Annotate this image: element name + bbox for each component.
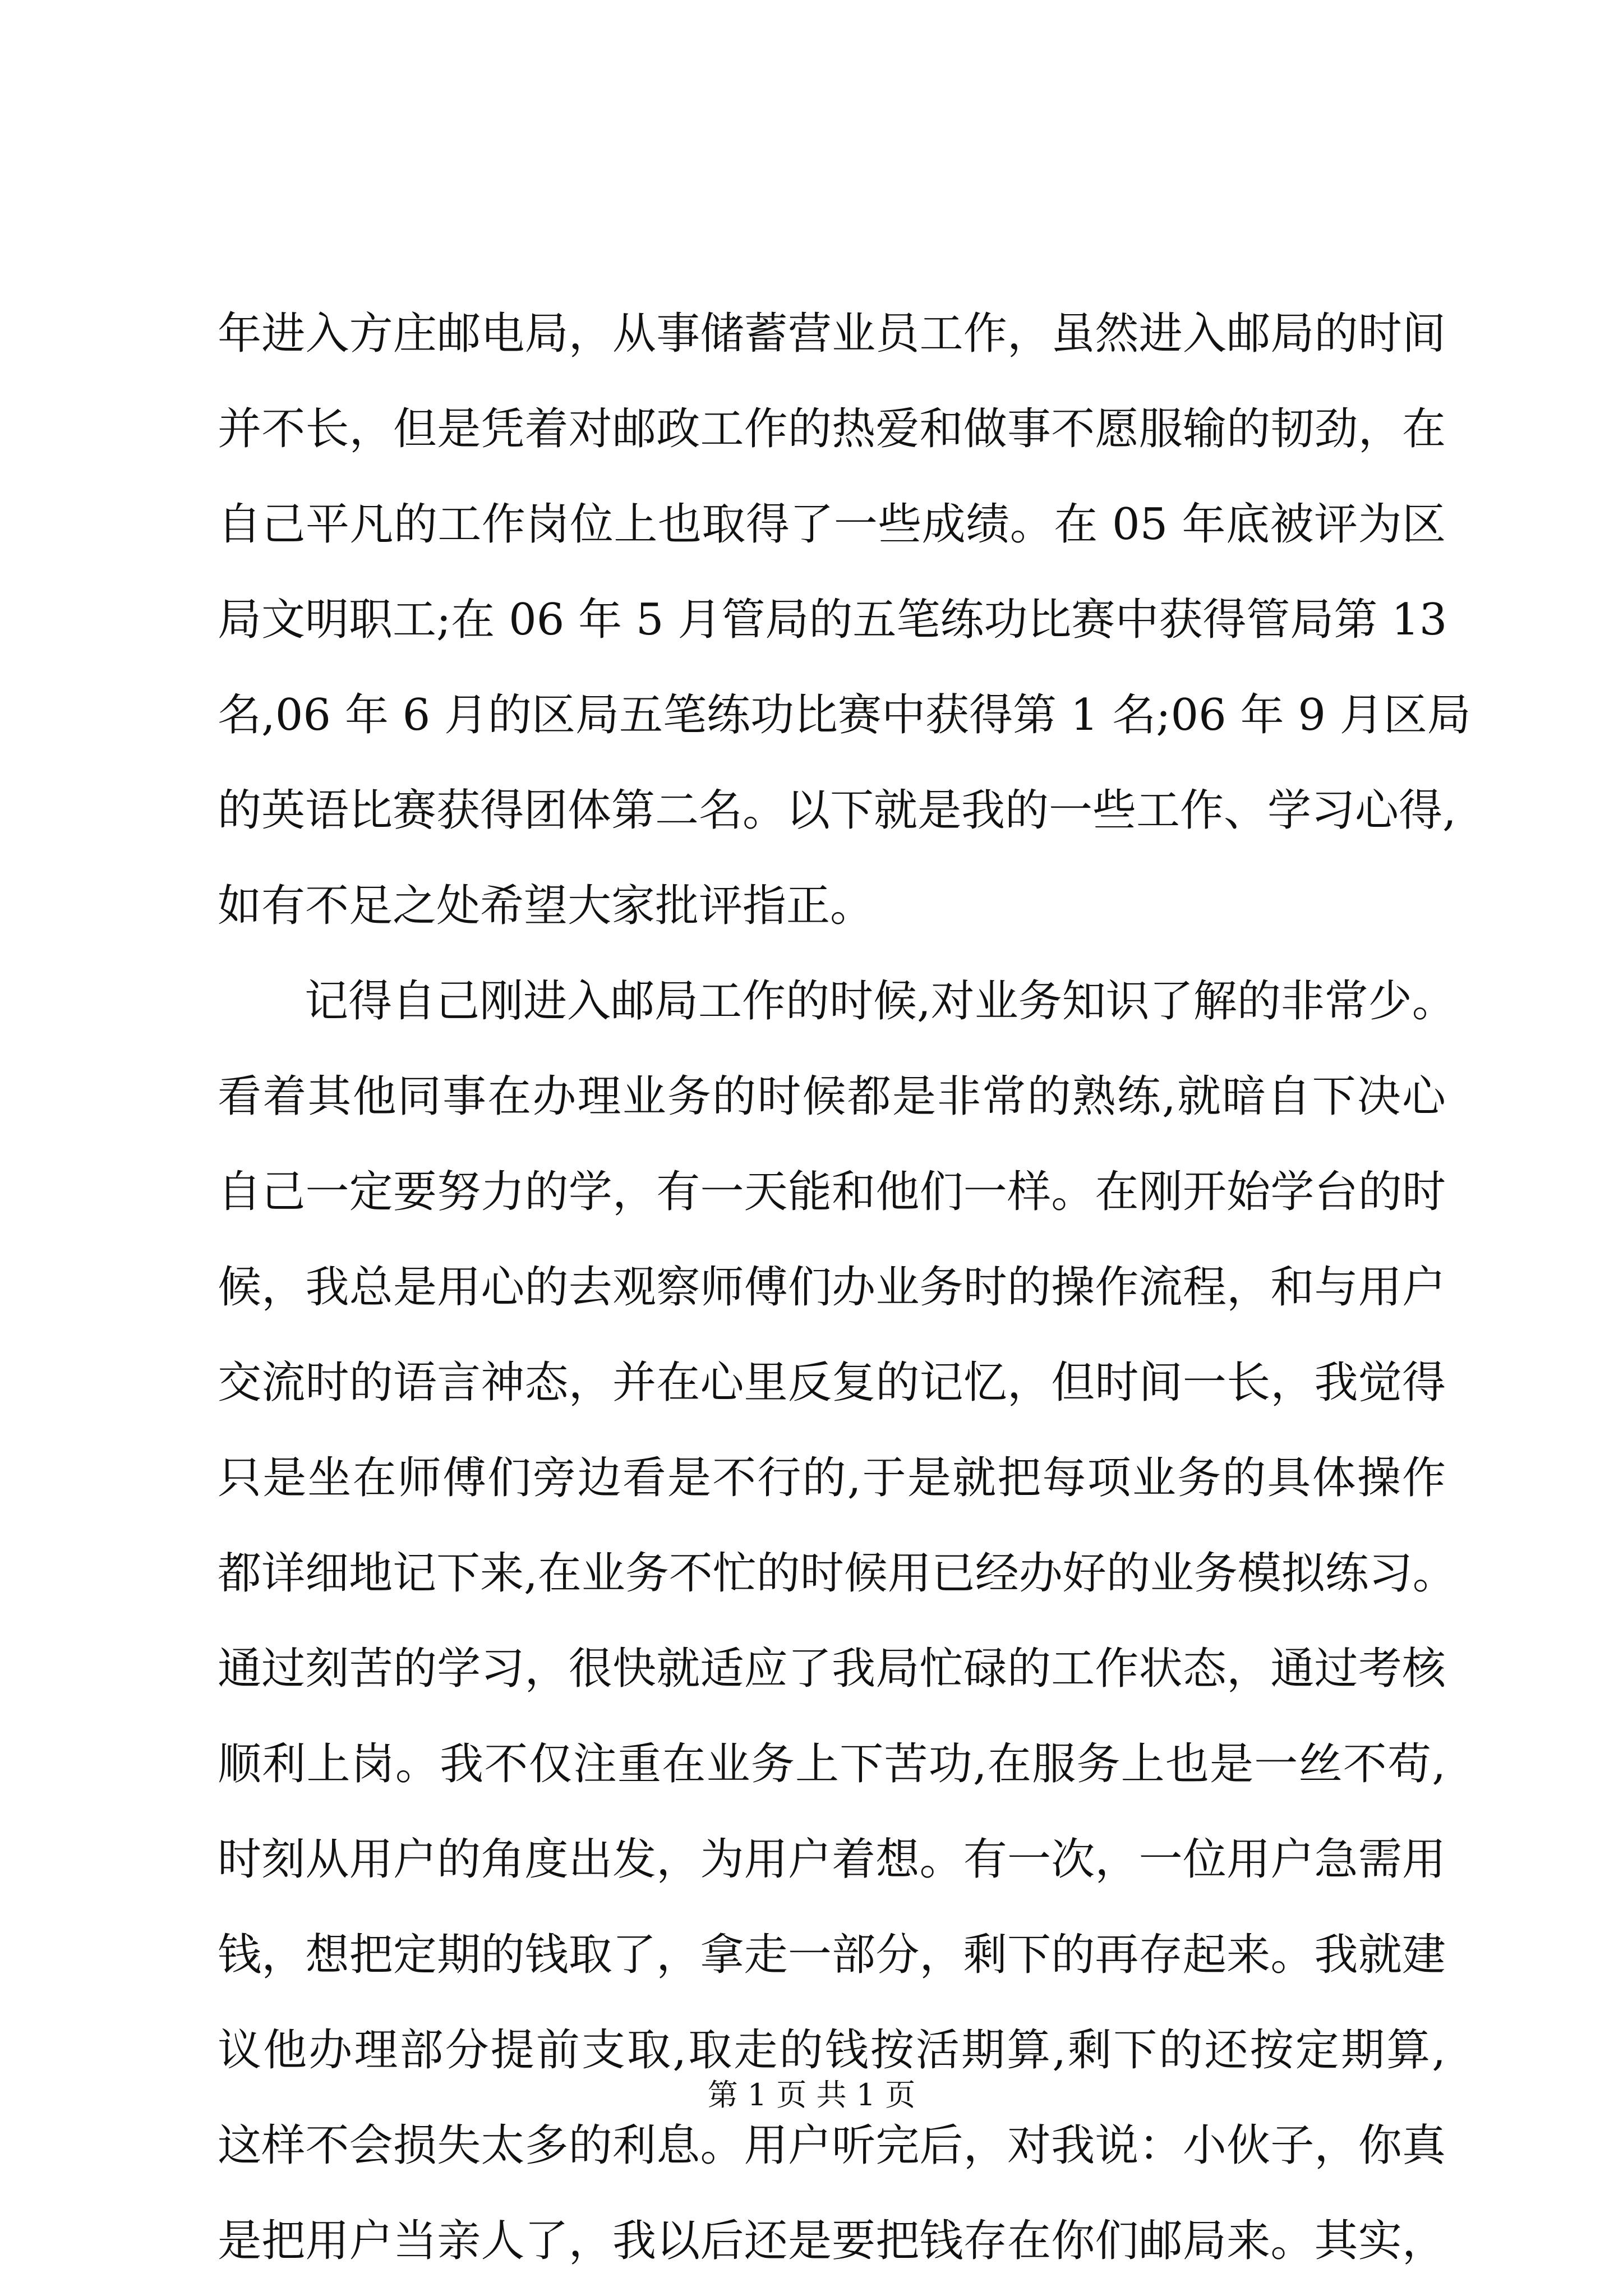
text-line: 只是坐在师傅们旁边看是不行的,于是就把每项业务的具体操作 <box>218 1453 1446 1503</box>
text-line: 是把用户当亲人了，我以后还是要把钱存在你们邮局来。其实， <box>218 2216 1446 2266</box>
text-line: 这样不会损失太多的利息。用户听完后，对我说：小伙子，你真 <box>218 2120 1446 2171</box>
text-line: 时刻从用户的角度出发，为用户着想。有一次，一位用户急需用 <box>218 1834 1446 1885</box>
text-line: 并不长，但是凭着对邮政工作的热爱和做事不愿服输的韧劲，在 <box>218 404 1446 454</box>
text-line: 钱，想把定期的钱取了，拿走一部分，剩下的再存起来。我就建 <box>218 1930 1446 1980</box>
text-line: 的英语比赛获得团体第二名。以下就是我的一些工作、学习心得, <box>218 785 1456 836</box>
text-line: 都详细地记下来,在业务不忙的时候用已经办好的业务模拟练习。 <box>218 1548 1456 1599</box>
paragraph-first-line: 记得自己刚进入邮局工作的时候,对业务知识了解的非常少。 <box>305 976 1456 1027</box>
text-line: 看着其他同事在办理业务的时候都是非常的熟练,就暗自下决心 <box>218 1071 1446 1122</box>
text-line: 如有不足之处希望大家批评指正。 <box>218 881 874 931</box>
page-number-label: 第 1 页 共 1 页 <box>707 2077 916 2113</box>
text-line: 自己平凡的工作岗位上也取得了一些成绩。在 05 年底被评为区 <box>218 499 1446 550</box>
text-line: 局文明职工;在 06 年 5 月管局的五笔练功比赛中获得管局第 13 <box>218 595 1447 645</box>
text-line: 名,06 年 6 月的区局五笔练功比赛中获得第 1 名;06 年 9 月区局 <box>218 690 1471 740</box>
text-line: 议他办理部分提前支取,取走的钱按活期算,剩下的还按定期算, <box>218 2025 1446 2076</box>
text-line: 自己一定要努力的学，有一天能和他们一样。在刚开始学台的时 <box>218 1167 1446 1217</box>
document-body <box>218 286 1471 2289</box>
text-line: 年进入方庄邮电局，从事储蓄营业员工作，虽然进入邮局的时间 <box>218 309 1446 359</box>
text-line: 交流时的语言神态，并在心里反复的记忆，但时间一长，我觉得 <box>218 1358 1446 1408</box>
page-footer <box>0 2076 1623 2115</box>
text-line: 顺利上岗。我不仅注重在业务上下苦功,在服务上也是一丝不苟, <box>218 1739 1446 1789</box>
text-line: 候，我总是用心的去观察师傅们办业务时的操作流程，和与用户 <box>218 1262 1446 1313</box>
text-line: 通过刻苦的学习，很快就适应了我局忙碌的工作状态，通过考核 <box>218 1644 1446 1694</box>
